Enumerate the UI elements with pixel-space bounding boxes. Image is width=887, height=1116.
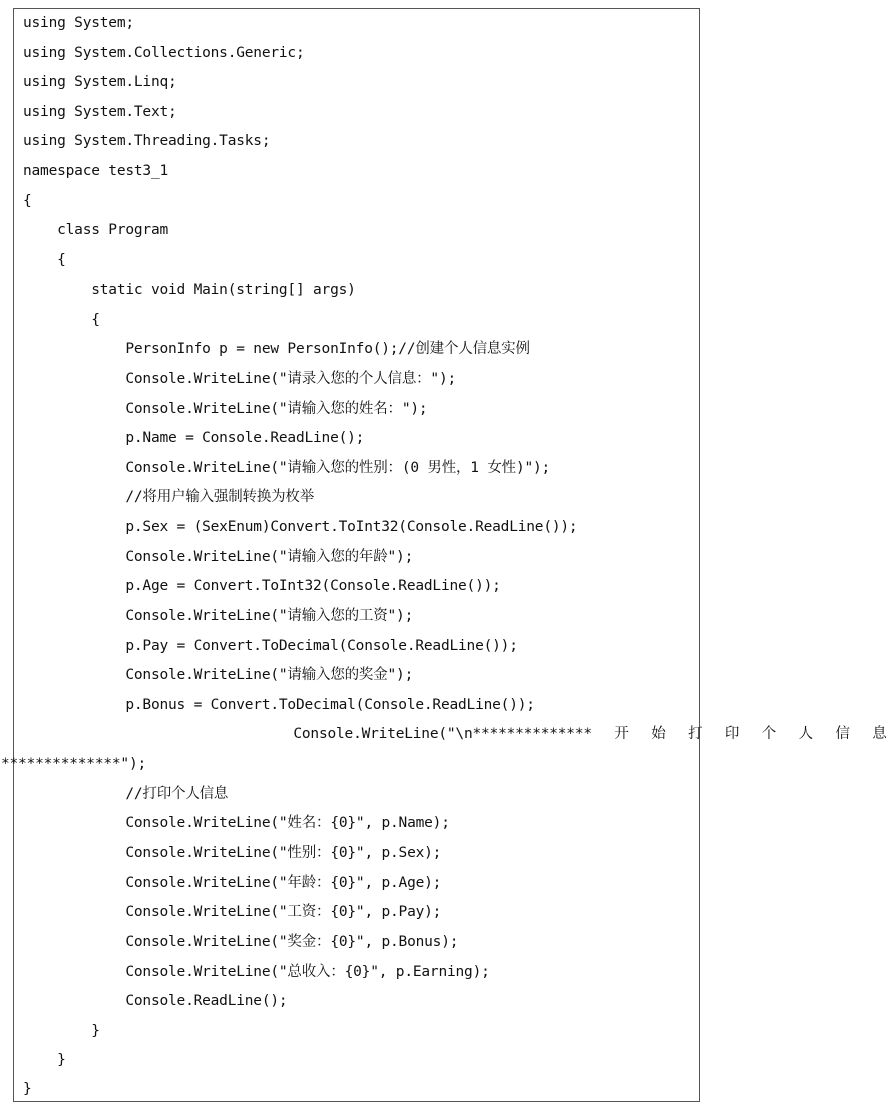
code-line: p.Sex = (SexEnum)Convert.ToInt32(Console.ReadLine()); bbox=[23, 519, 578, 535]
code-line: Console.WriteLine("请输入您的年龄"); bbox=[23, 549, 414, 565]
code-line: Console.WriteLine("总收入：{0}", p.Earning); bbox=[23, 964, 490, 980]
code-line: } bbox=[23, 1052, 66, 1068]
code-line: p.Age = Convert.ToInt32(Console.ReadLine()); bbox=[23, 578, 501, 594]
code-line: using System.Threading.Tasks; bbox=[23, 133, 271, 149]
code-line: { bbox=[23, 252, 66, 268]
code-line: Console.WriteLine("请输入您的工资"); bbox=[23, 608, 414, 624]
code-line: p.Name = Console.ReadLine(); bbox=[23, 430, 365, 446]
code-line: p.Bonus = Convert.ToDecimal(Console.ReadLine()); bbox=[23, 697, 535, 713]
code-line: Console.WriteLine("请录入您的个人信息："); bbox=[23, 371, 457, 387]
code-line: p.Pay = Convert.ToDecimal(Console.ReadLine()); bbox=[23, 638, 518, 654]
code-line: } bbox=[23, 1081, 32, 1097]
code-line: class Program bbox=[23, 222, 169, 238]
code-line: { bbox=[23, 312, 100, 328]
code-line: Console.WriteLine("性别：{0}", p.Sex); bbox=[23, 845, 442, 861]
code-line: namespace test3_1 bbox=[23, 163, 169, 179]
code-line: Console.WriteLine("请输入您的奖金"); bbox=[23, 667, 414, 683]
code-line: Console.WriteLine("工资：{0}", p.Pay); bbox=[23, 904, 442, 920]
code-line: Console.WriteLine("年龄：{0}", p.Age); bbox=[23, 875, 442, 891]
code-line: { bbox=[23, 193, 32, 209]
code-listing-box bbox=[1, 8, 887, 1102]
code-line: } bbox=[23, 1023, 100, 1039]
code-line: Console.WriteLine("姓名：{0}", p.Name); bbox=[23, 815, 450, 831]
code-line-wrapped: **************"); bbox=[1, 756, 147, 772]
code-line: Console.WriteLine("请输入您的姓名："); bbox=[23, 401, 428, 417]
code-line: Console.WriteLine("\n************** 开 始 打 印 个 人 信 息 bbox=[23, 726, 887, 742]
code-line: Console.WriteLine("奖金：{0}", p.Bonus); bbox=[23, 934, 459, 950]
code-line: using System.Collections.Generic; bbox=[23, 45, 305, 61]
code-line: static void Main(string[] args) bbox=[23, 282, 356, 298]
code-line: Console.WriteLine("请输入您的性别：(0 男性，1 女性)"); bbox=[23, 460, 551, 476]
code-line: //将用户输入强制转换为枚举 bbox=[23, 489, 315, 505]
code-line: using System; bbox=[23, 15, 134, 31]
code-line: using System.Text; bbox=[23, 104, 177, 120]
code-line: using System.Linq; bbox=[23, 74, 177, 90]
code-line: //打印个人信息 bbox=[23, 786, 229, 802]
code-line: Console.ReadLine(); bbox=[23, 993, 288, 1009]
code-line: PersonInfo p = new PersonInfo();//创建个人信息实例 bbox=[23, 341, 530, 357]
